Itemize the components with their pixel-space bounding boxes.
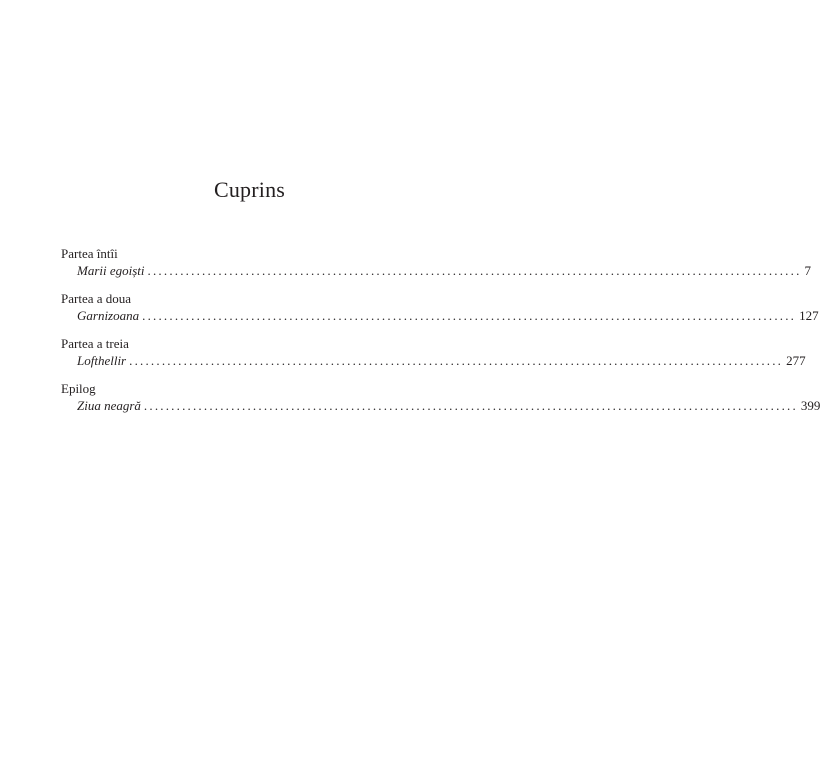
part-label: Partea a treia [61, 336, 129, 351]
chapter-line[interactable] [61, 397, 820, 414]
page-number: 399 [800, 398, 820, 413]
chapter-line[interactable] [61, 262, 812, 279]
dot-leader: ........................................................................................................................ [143, 398, 798, 413]
toc-entry [61, 290, 819, 324]
chapter-title: Lofthellir [77, 353, 127, 368]
table-of-contents [61, 245, 820, 425]
part-label: Partea a doua [61, 291, 132, 306]
dot-leader: ........................................................................................................................ [129, 353, 784, 368]
chapter-title: Garnizoana [77, 308, 140, 323]
page-title: Cuprins [213, 177, 286, 202]
page-number: 7 [804, 263, 812, 278]
toc-entry [61, 380, 820, 414]
chapter-title: Ziua neagră [77, 398, 141, 413]
page-number: 127 [799, 308, 819, 323]
chapter-title: Marii egoiști [77, 263, 145, 278]
dot-leader: ........................................................................................................................ [142, 308, 797, 323]
chapter-line[interactable] [61, 307, 819, 324]
part-label: Epilog [61, 381, 96, 396]
toc-entry [61, 245, 812, 279]
dot-leader: ........................................................................................................................ [147, 263, 802, 278]
toc-entry [61, 335, 806, 369]
page-number: 277 [786, 353, 806, 368]
part-label: Partea întîi [61, 246, 118, 261]
chapter-line[interactable] [61, 352, 806, 369]
